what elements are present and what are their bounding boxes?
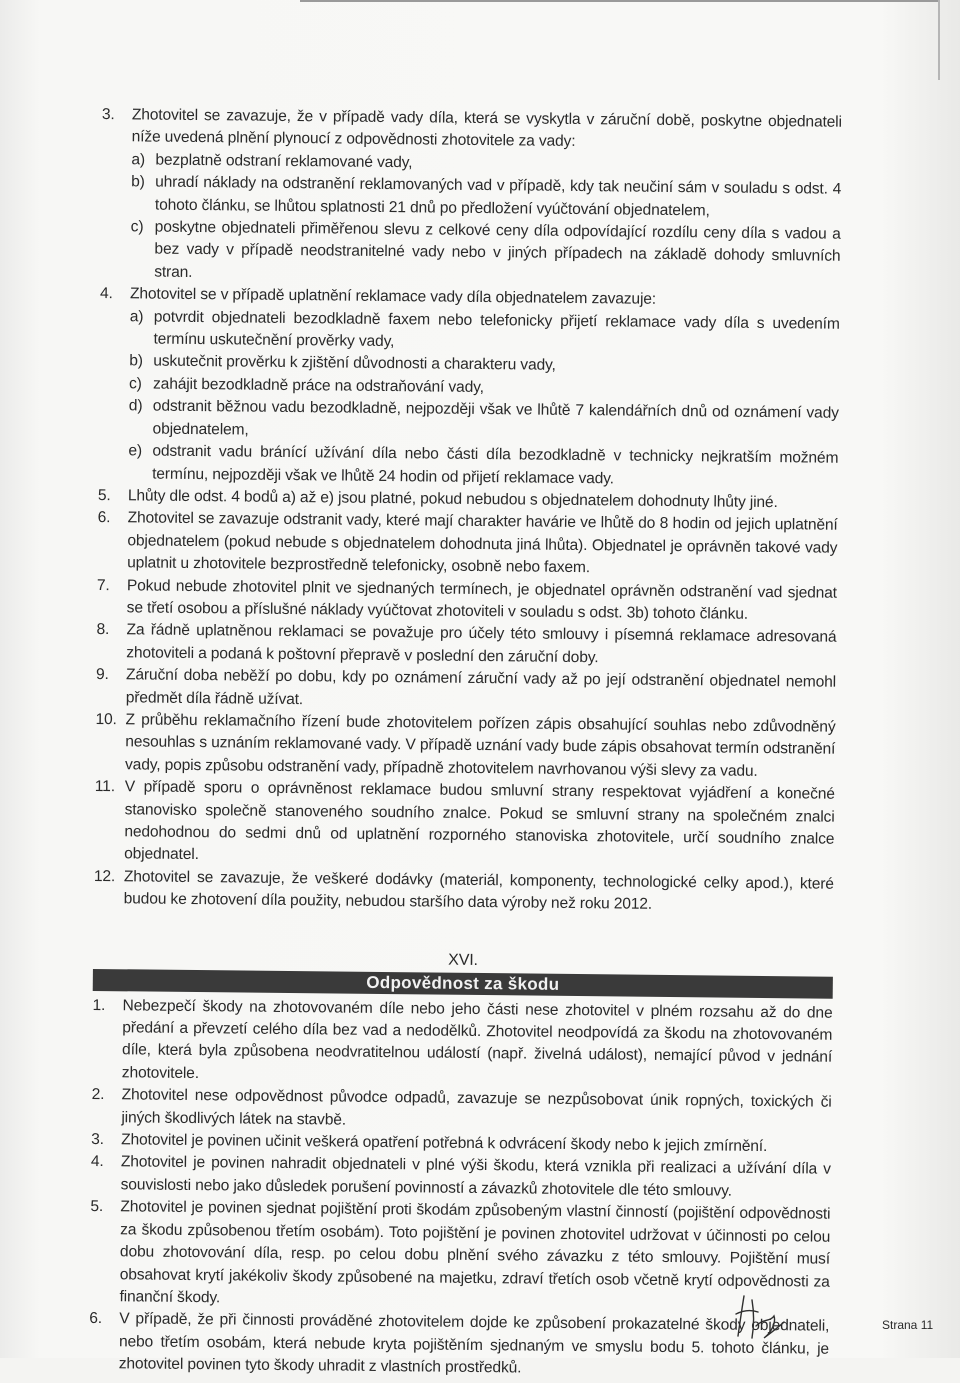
clause-number: 4.	[99, 285, 113, 303]
subitem-letter: c)	[128, 375, 142, 393]
clause-text: Za řádně uplatněnou reklamaci se považuje pro účely této smlouvy i písemná reklamace adresovaná zhotoviteli a podaná k poštovní přepravě v poslední den záruční doby.	[126, 621, 837, 666]
document-body	[89, 104, 842, 1383]
subitem-text: bezplatně odstraní reklamované vady,	[155, 151, 413, 172]
clause-text: Zhotovitel je povinen sjednat pojištění proti škodám způsobeným vlastní činností (pojištění odpovědnosti za škodu způsobenou třetím osobám). Toto pojištění je povinen zhotovitel udržovat v účinnosti po celou dobu zhotovování díla, resp. po celou dobu plnění svého závazku z této smlouvy. Pojištění musí obsahovat krytí jakékoliv škody způsobené na majetku, zdraví třetích osob včetně krytí odpovědnosti za finanční škody.	[119, 1198, 831, 1307]
clause-item	[96, 664, 836, 717]
clause-item	[91, 1084, 831, 1137]
clause-number: 5.	[97, 486, 111, 505]
clause-number: 1.	[92, 996, 106, 1014]
clause-subitem	[129, 306, 839, 358]
clause-text: Z průběhu reklamačního řízení bude zhotovitelem pořízen zápis obsahující souhlas nebo zdůvodněný nesouhlas s uznáním reklamované vady. V případě uznání vady bude zápis obsahovat termín odstranění vady, popis způsobu odstranění vady, případně zhotovitelem navrhovanou výši slevy za vadu.	[124, 711, 836, 780]
warranty-clauses	[94, 104, 842, 918]
subitem-letter: e)	[128, 442, 143, 460]
clause-text: Zhotovitel se zavazuje odstranit vady, které mají charakter havárie ve lhůtě do 8 hodin od jejich uplatnění objednatelem (pokud nebude s objednatelem dohodnuta jiná lhůta). Objednatel je oprávněn takové vady uplatnit u zhotovitele bezprostředně telefonicky, osobně nebo faxem.	[127, 509, 838, 577]
subitem-text: odstranit běžnou vadu bezodkladně, nejpozději však ve lhůtě 7 kalendářních dnů od oznámení vady objednatelem,	[152, 397, 839, 439]
clause-text: V případě, že při činnosti prováděné zhotovitelem dojde ke způsobení prokazatelné škody objednateli, nebo třetím osobám, která nebude kryta pojištěním sjednaným ve smyslu bodu 5. tohoto článku, je zhotovitel povinen tyto škody uhradit z vlastních prostředků.	[118, 1310, 830, 1377]
clause-item	[89, 1308, 830, 1383]
section-title: Odpovědnost za škodu	[93, 969, 833, 999]
clause-text: V případě sporu o oprávněnost reklamace budou smluvní strany respektovat vyjádření a konečné stanovisko společně stanoveného soudního znalce. Pokud se smluvní strany na společném znalci nedohodnou do sedmi dnů od uplatnění rozporného stanoviska zhotovitele, určí soudního znalce objednatel.	[124, 778, 835, 864]
clause-number: 6.	[89, 1310, 103, 1328]
page-edge-line-right	[938, 0, 940, 80]
clause-text: Zhotovitel se zavazuje, že veškeré dodávky (materiál, komponenty, technologické celky apod.), které budou ke zhotovení díla použity, nebudou staršího data výroby než roku 2012.	[123, 868, 834, 914]
clause-item	[98, 283, 840, 492]
clause-number: 7.	[96, 576, 110, 594]
clause-number: 2.	[91, 1086, 105, 1104]
clause-text: Zhotovitel je povinen učinit veškerá opatření potřebná k odvrácení škody nebo k jejich zmírnění.	[121, 1131, 768, 1156]
initials-signature	[730, 1292, 790, 1342]
clause-item	[89, 1196, 830, 1316]
liability-clauses	[89, 995, 833, 1383]
clause-item	[94, 776, 835, 873]
clause-number: 9.	[95, 666, 109, 684]
clause-number: 11.	[94, 778, 116, 796]
page-edge-line	[300, 0, 940, 2]
clause-number: 3.	[101, 105, 115, 124]
clause-item	[92, 995, 833, 1092]
clause-text: Pokud nebude zhotovitel plnit ve sjednaných termínech, je objednatel oprávněn odstranění vad sjednat se třetí osobou a příslušné náklady vyúčtovat zhotoviteli v souladu s odst. 3b) tohoto článku.	[126, 576, 838, 623]
page-number: Strana 11	[882, 1318, 934, 1332]
clause-number: 6.	[97, 509, 111, 527]
clause-item	[100, 104, 842, 291]
clause-text: Zhotovitel se zavazuje, že v případě vady díla, která se vyskytla v záruční době, poskytne objednateli níže uvedená plnění plynoucí z odpovědnosti zhotovitele za vady:	[131, 106, 842, 151]
subitem-letter: a)	[129, 307, 144, 326]
subitem-letter: b)	[131, 173, 145, 191]
clause-item	[95, 709, 836, 784]
clause-subitem	[131, 172, 841, 224]
clause-subitem	[128, 396, 838, 448]
clause-text: Zhotovitel je povinen nahradit objednateli v plné výši škodu, která vznikla při realizaci a užívání díla v souvislosti nebo jako důsledek porušení povinností a závazků zhotovitele dle této smlouvy.	[120, 1153, 831, 1200]
subitem-text: uhradí náklady na odstranění reklamovaných vad v případě, kdy tak neučiní sám v souladu s odst. 4 tohoto článku, se lhůtou splatnosti 21 dnů po předložení vyúčtování objednatelem,	[154, 173, 842, 219]
clause-text: Nebezpečí škody na zhotovovaném díle nebo jeho části nese zhotovitel v plném rozsahu až do dne předání a převzetí celého díla bez vad a nedodělků. Zhotovitel neodpovídá za škodu na zhotovovaném díle, která byla způsobena neodvratitelnou událostí (např. živelná událost), nemající původ v jednání zhotovitele.	[121, 996, 833, 1082]
clause-subitem	[128, 440, 838, 492]
subitem-letter: b)	[129, 352, 143, 370]
clause-number: 8.	[96, 621, 110, 639]
clause-item	[94, 866, 834, 919]
clause-number: 5.	[90, 1198, 104, 1216]
subitem-letter: c)	[130, 218, 144, 236]
clause-text: Záruční doba neběží po dobu, kdy po oznámení záruční vady až po její odstranění objednatel nemohl předmět díla řádně užívat.	[125, 666, 837, 708]
clause-text: Zhotovitel se v případě uplatnění reklamace vady díla objednatelem zavazuje:	[129, 285, 657, 309]
clause-item	[96, 619, 836, 672]
subitem-letter: a)	[131, 151, 146, 169]
subitem-text: odstranit vadu bránící užívání díla nebo části díla bezodkladně v technicky nejkratším možném termínu, nejpozději však ve lhůtě 24 hodin od přijetí reklamace vady.	[152, 442, 839, 487]
subitem-letter: d)	[128, 397, 143, 415]
clause-item	[97, 507, 838, 582]
clause-number: 3.	[91, 1131, 104, 1149]
subitem-text: poskytne objednateli přiměřenou slevu z celkové ceny díla odpovídající rozdílu ceny díla s vadou a bez vady v případě neodstranitelné vady nebo v jiných případech na základě dohody smluvních stran.	[154, 218, 841, 281]
subitem-text: uskutečnit prověrku k zjištění důvodnosti a charakteru vady,	[153, 353, 556, 375]
clause-item	[97, 575, 837, 628]
clause-text: Zhotovitel nese odpovědnost původce odpadů, zavazuje se nezpůsobovat únik ropných, toxických či jiných škodlivých látek na stavbě.	[121, 1086, 832, 1129]
subitem-text: zahájit bezodkladně práce na odstraňování vady,	[152, 375, 484, 396]
section-number: XVI.	[448, 951, 478, 969]
clause-number: 4.	[90, 1153, 104, 1171]
clause-text: Lhůty dle odst. 4 bodů a) až e) jsou platné, pokud nebudou s objednatelem dohodnuty lhůty jiné.	[127, 487, 778, 512]
clause-number: 12.	[93, 867, 116, 885]
subitem-text: potvrdit objednateli bezodkladně faxem nebo telefonicky přijetí reklamace vady díla s uvedením termínu uskutečnění prověrky vady,	[153, 308, 840, 351]
clause-subitem	[130, 216, 841, 291]
clause-number: 10.	[95, 710, 117, 729]
clause-item	[91, 1151, 831, 1204]
